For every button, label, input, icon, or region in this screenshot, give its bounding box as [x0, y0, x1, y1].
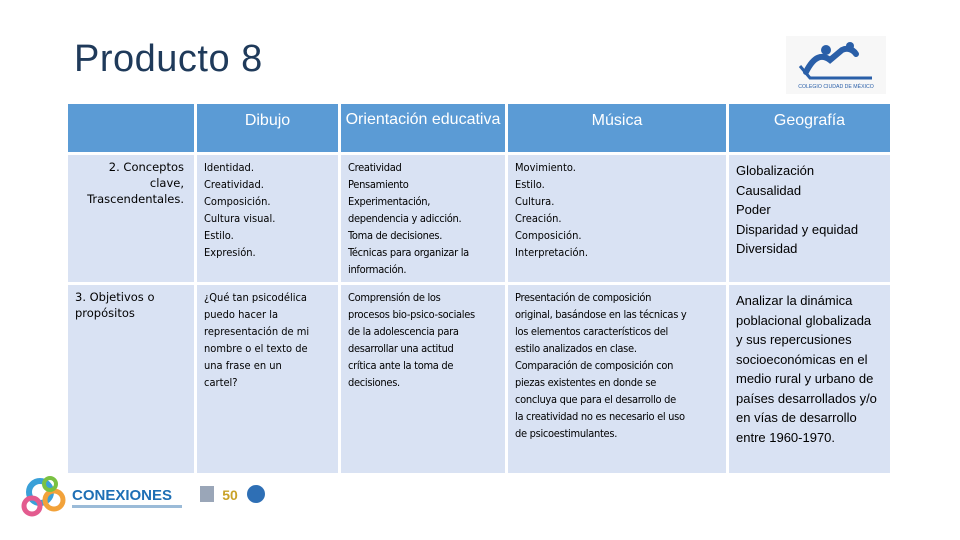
- cell-line: Presentación de composición: [515, 291, 652, 304]
- cell-line: piezas existentes en donde se: [515, 376, 657, 389]
- cell-dibujo: [197, 285, 338, 473]
- cell-line: y sus repercusiones: [736, 332, 852, 347]
- cell-line: socioeconómicas en el: [736, 351, 868, 367]
- cell-line: los elementos característicos del: [515, 325, 668, 338]
- cell-line: cartel?: [204, 376, 238, 389]
- cell-line: de la adolescencia para: [348, 325, 459, 338]
- cell-line: medio rural y urbano de: [736, 371, 874, 386]
- cell-orientacion: [341, 155, 505, 282]
- page-title: Producto 8: [74, 38, 263, 80]
- cell-line: Causalidad: [736, 182, 802, 198]
- cell-line: Poder: [736, 202, 771, 217]
- cell-line: desarrollar una actitud: [348, 342, 454, 355]
- cell-line: la creatividad no es necesario el uso: [515, 410, 685, 423]
- svg-text:CONEXIONES: CONEXIONES: [72, 487, 173, 504]
- cell-line: representación de mi: [204, 325, 310, 338]
- cell-line: una frase en un: [204, 359, 282, 372]
- cell-orientacion: [341, 285, 505, 473]
- header-geografia: Geografía: [729, 104, 890, 152]
- cell-line: Experimentación,: [348, 195, 431, 208]
- cell-line: Composición.: [515, 229, 582, 242]
- cell-geografia: [729, 285, 890, 473]
- cell-line: información.: [348, 263, 407, 276]
- cell-line: crítica ante la toma de: [348, 359, 454, 372]
- header-dibujo: Dibujo: [197, 104, 338, 152]
- cell-line: estilo analizados en clase.: [515, 342, 637, 355]
- row-label: 2. Conceptos clave, Trascendentales.: [68, 155, 194, 282]
- cell-line: decisiones.: [348, 376, 400, 389]
- cell-line: países desarrollados y/o: [736, 390, 877, 406]
- cell-line: nombre o el texto de: [204, 342, 308, 355]
- cell-line: Identidad.: [204, 161, 254, 174]
- cell-line: Composición.: [204, 195, 271, 208]
- cell-line: de psicoestimulantes.: [515, 427, 618, 440]
- cell-dibujo: [197, 155, 338, 282]
- cell-line: en vías de desarrollo: [736, 410, 857, 425]
- cell-line: Movimiento.: [515, 161, 576, 174]
- cell-line: puedo hacer la: [204, 308, 279, 321]
- cell-line: Toma de decisiones.: [348, 229, 443, 242]
- cell-line: Estilo.: [515, 178, 545, 191]
- footer-logos: [10, 470, 270, 528]
- svg-text:50: 50: [222, 487, 238, 503]
- cell-line: Interpretación.: [515, 246, 589, 259]
- cell-musica: [508, 285, 726, 473]
- cell-line: Técnicas para organizar la: [348, 246, 469, 259]
- cell-line: Creatividad.: [204, 178, 264, 191]
- cell-line: Expresión.: [204, 246, 256, 259]
- cell-line: Comprensión de los: [348, 291, 441, 304]
- cell-line: Analizar la dinámica: [736, 293, 853, 308]
- cell-line: procesos bio-psico-sociales: [348, 308, 475, 321]
- cell-line: Pensamiento: [348, 178, 409, 191]
- header-orientacion: Orientación educativa: [341, 104, 505, 152]
- header-empty: [68, 104, 194, 152]
- cell-line: dependencia y adicción.: [348, 212, 462, 225]
- cell-musica: [508, 155, 726, 282]
- cell-line: Cultura.: [515, 195, 555, 208]
- conexiones-icon: [24, 478, 63, 514]
- cell-line: concluya que para el desarrollo de: [515, 393, 676, 406]
- cell-geografia: [729, 155, 890, 282]
- cell-line: Cultura visual.: [204, 212, 276, 225]
- header-musica: Música: [508, 104, 726, 152]
- cell-line: Comparación de composición con: [515, 359, 674, 372]
- cell-line: Diversidad: [736, 241, 798, 256]
- cell-line: Creatividad: [348, 161, 402, 174]
- cell-line: poblacional globalizada: [736, 312, 872, 328]
- cell-line: Creación.: [515, 212, 562, 225]
- cell-line: ¿Qué tan psicodélica: [204, 291, 307, 304]
- cell-line: Disparidad y equidad: [736, 221, 859, 237]
- cell-line: Globalización: [736, 163, 815, 178]
- content-table: [65, 101, 893, 476]
- school-logo: [786, 36, 886, 94]
- row-label: 3. Objetivos o propósitos: [68, 285, 194, 473]
- cell-line: original, basándose en las técnicas y: [515, 308, 687, 321]
- svg-text:COLEGIO CIUDAD DE MÉXICO: COLEGIO CIUDAD DE MÉXICO: [798, 84, 874, 90]
- cell-line: Estilo.: [204, 229, 234, 242]
- cell-line: entre 1960-1970.: [736, 429, 836, 445]
